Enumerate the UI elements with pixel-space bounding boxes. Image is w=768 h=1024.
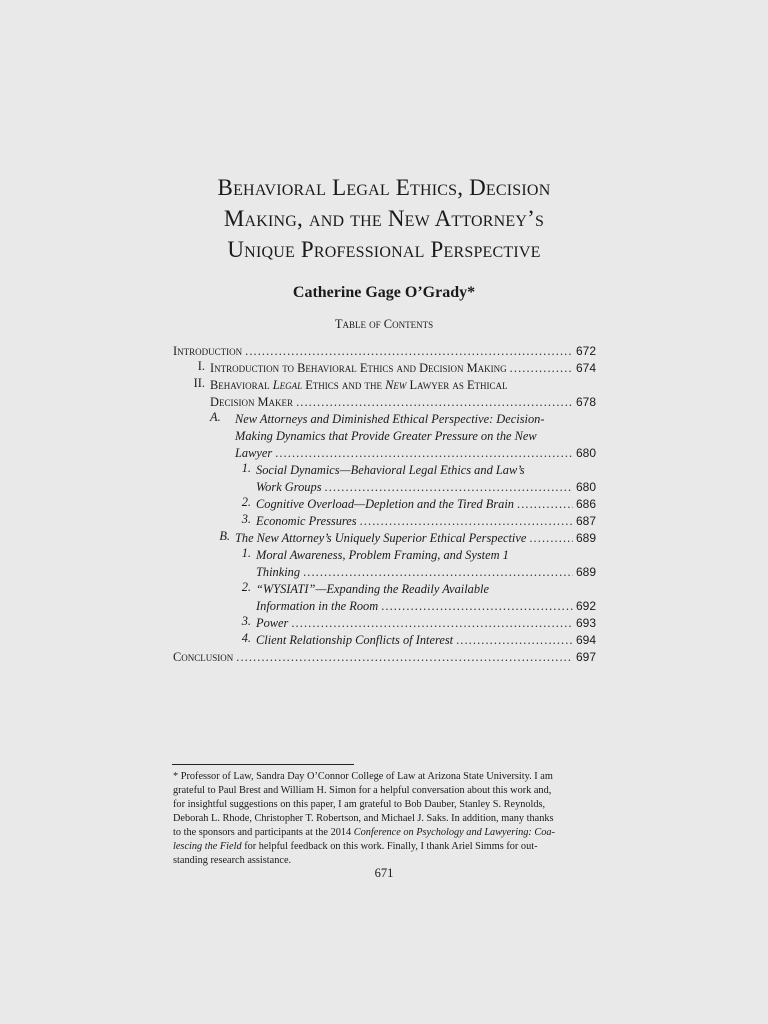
toc-entry-text: Behavioral Legal Ethics and the New Lawyer as Ethical	[210, 378, 508, 392]
toc-leader-dots	[275, 445, 573, 462]
toc-entry-label: 1.	[241, 546, 251, 560]
toc-entry-text: New Attorneys and Diminished Ethical Perspective: Decision-	[235, 412, 545, 426]
toc-heading: Table of Contents	[334, 317, 434, 331]
toc-leader-dots	[325, 479, 573, 496]
toc-page-number: 694	[575, 633, 596, 647]
toc-page-number: 674	[575, 361, 596, 375]
toc-page-number: 697	[575, 650, 596, 664]
toc-page-number: 680	[575, 446, 596, 460]
toc-entry-part-2-cont	[173, 394, 596, 411]
page-number: 671	[374, 866, 394, 880]
toc-entry-text: Making Dynamics that Provide Greater Pressure on the New	[235, 429, 537, 443]
toc-entry-label: 2.	[241, 580, 251, 594]
toc-entry-text: Thinking	[256, 565, 301, 579]
toc-entry-text: Economic Pressures	[256, 514, 357, 528]
toc-leader-dots	[381, 598, 573, 615]
toc-entry-text: “WYSIATI”—Expanding the Readily Available	[256, 582, 489, 596]
author-footnote	[173, 770, 598, 868]
toc-page-number: 678	[575, 395, 596, 409]
toc-leader-dots	[510, 360, 573, 377]
toc-entry-text: Introduction to Behavioral Ethics and Decision Making	[210, 361, 507, 375]
toc-entry-label: B.	[219, 529, 230, 543]
toc-page-number: 686	[575, 497, 596, 511]
toc-entry-numeral: II.	[193, 376, 205, 390]
toc-entry-text: Introduction	[173, 344, 243, 358]
footnote-line: lescing the Field for helpful feedback on this work. Finally, I thank Ariel Simms for out-	[173, 841, 538, 852]
footnote-line: Deborah L. Rhode, Christopher T. Robertson, and Michael J. Saks. In addition, many thanks	[173, 813, 554, 824]
article-title	[0, 172, 768, 265]
table-of-contents	[173, 343, 596, 666]
toc-entry-label: 4.	[241, 631, 251, 645]
toc-entry-text: Lawyer	[235, 446, 273, 460]
toc-leader-dots	[303, 564, 573, 581]
toc-entry-text: Client Relationship Conflicts of Interest	[256, 633, 454, 647]
toc-entry-part-1	[173, 360, 596, 377]
toc-page-number: 672	[575, 344, 596, 358]
title-line-1: Behavioral Legal Ethics, Decision	[217, 175, 551, 200]
toc-entry-a-3	[173, 513, 596, 530]
toc-entry-text: Conclusion	[173, 650, 234, 664]
toc-entry-label: 1.	[241, 461, 251, 475]
toc-leader-dots	[236, 649, 573, 666]
toc-entry-text: Information in the Room	[256, 599, 379, 613]
toc-entry-b-2-cont	[173, 598, 596, 615]
toc-entry-a-1-cont	[173, 479, 596, 496]
toc-entry-b-3	[173, 615, 596, 632]
toc-leader-dots	[529, 530, 573, 547]
toc-entry-section-a-line-2	[173, 428, 596, 445]
toc-entry-section-a	[173, 411, 596, 428]
footnote-divider	[172, 764, 354, 765]
toc-entry-conclusion	[173, 649, 596, 666]
footnote-line: to the sponsors and participants at the 2014 Conference on Psychology and Lawyering: Coa-	[173, 827, 555, 838]
toc-entry-text: Social Dynamics—Behavioral Legal Ethics and Law’s	[256, 463, 525, 477]
author-name: Catherine Gage O’Grady*	[292, 284, 476, 301]
footnote-line: * Professor of Law, Sandra Day O’Connor College of Law at Arizona State University. I am	[173, 771, 553, 782]
toc-page-number: 692	[575, 599, 596, 613]
toc-page-number: 680	[575, 480, 596, 494]
toc-entry-label: 3.	[241, 512, 251, 526]
toc-leader-dots	[291, 615, 573, 632]
toc-entry-text: The New Attorney’s Uniquely Superior Ethical Perspective	[235, 531, 527, 545]
toc-leader-dots	[245, 343, 573, 360]
toc-entry-a-2	[173, 496, 596, 513]
toc-entry-b-2	[173, 581, 596, 598]
toc-entry-b-4	[173, 632, 596, 649]
toc-entry-text: Decision Maker	[210, 395, 294, 409]
title-line-2: Making, and the New Attorney’s	[223, 206, 545, 231]
toc-entry-label: 3.	[241, 614, 251, 628]
toc-entry-label: 2.	[241, 495, 251, 509]
toc-entry-section-a-line-3	[173, 445, 596, 462]
toc-entry-b-1	[173, 547, 596, 564]
title-line-3: Unique Professional Perspective	[227, 237, 541, 262]
toc-entry-label: A.	[210, 410, 221, 424]
toc-entry-b-1-cont	[173, 564, 596, 581]
toc-entry-text: Power	[256, 616, 289, 630]
toc-entry-text: Cognitive Overload—Depletion and the Tired Brain	[256, 497, 514, 511]
toc-leader-dots	[360, 513, 573, 530]
toc-entry-part-2	[173, 377, 596, 394]
toc-page-number: 693	[575, 616, 596, 630]
toc-leader-dots	[517, 496, 573, 513]
toc-entry-numeral: I.	[197, 359, 205, 373]
toc-entry-text: Work Groups	[256, 480, 322, 494]
toc-leader-dots	[296, 394, 573, 411]
toc-page-number: 687	[575, 514, 596, 528]
footnote-line: grateful to Paul Brest and William H. Simon for a helpful conversation about this work and,	[173, 785, 552, 796]
toc-page-number: 689	[575, 565, 596, 579]
toc-entry-section-b	[173, 530, 596, 547]
footnote-line: for insightful suggestions on this paper, I am grateful to Bob Dauber, Stanley S. Reynolds,	[173, 799, 546, 810]
toc-entry-text: Moral Awareness, Problem Framing, and System 1	[256, 548, 509, 562]
toc-entry-a-1	[173, 462, 596, 479]
toc-entry-introduction	[173, 343, 596, 360]
toc-page-number: 689	[575, 531, 596, 545]
footnote-line: standing research assistance.	[173, 855, 292, 866]
toc-leader-dots	[456, 632, 573, 649]
